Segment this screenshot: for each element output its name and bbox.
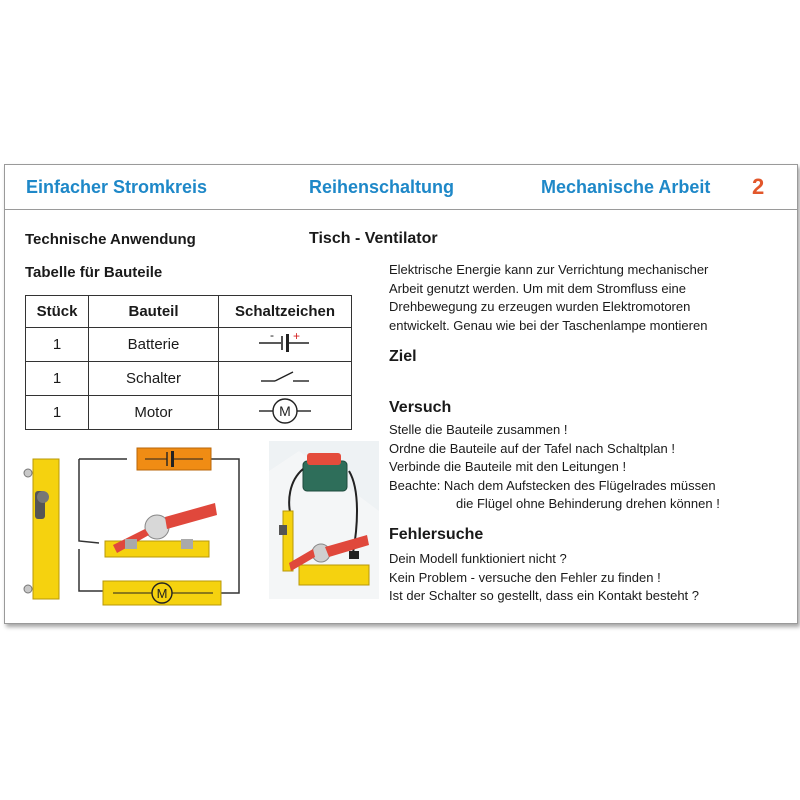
fehlersuche-line: Dein Modell funktioniert nicht ? [389, 551, 567, 566]
circuit-board-photo [17, 441, 255, 611]
table-title: Tabelle für Bauteile [25, 264, 163, 281]
fehlersuche-line: Ist der Schalter so gestellt, dass ein Kontakt besteht ? [389, 588, 700, 603]
battery-plus-sign: + [293, 329, 301, 343]
switch-symbol-icon [219, 362, 351, 391]
cell-part: Schalter [89, 362, 219, 396]
table-header-row [26, 296, 352, 328]
fehlersuche-heading: Fehlersuche [389, 526, 484, 543]
cell-count: 1 [26, 362, 89, 396]
fan-setup-photo [269, 441, 379, 599]
cell-count: 1 [26, 396, 89, 430]
motor-symbol-letter: M [279, 403, 291, 419]
header-bar [5, 165, 797, 210]
cell-symbol [219, 396, 352, 430]
intro-line: Elektrische Energie kann zur Verrichtung mechanischer [389, 262, 709, 277]
intro-line: entwickelt. Genau wie bei der Taschenlampe montieren [389, 317, 708, 333]
worksheet-number: 2 [752, 174, 765, 199]
ziel-heading: Ziel [389, 348, 417, 365]
table-row [26, 362, 352, 396]
column-header-symbol: Schaltzeichen [219, 296, 352, 328]
versuch-heading: Versuch [389, 399, 452, 416]
table-row [26, 396, 352, 430]
intro-paragraph [389, 261, 708, 335]
versuch-line: Ordne die Bauteile auf der Tafel nach Schaltplan ! [389, 440, 675, 456]
fehlersuche-line: Kein Problem - versuche den Fehler zu finden ! [389, 569, 661, 585]
versuch-list [389, 421, 720, 514]
header-title-center: Reihenschaltung [309, 177, 455, 197]
versuch-line: Verbinde die Bauteile mit den Leitungen ! [389, 459, 627, 474]
cell-part: Batterie [89, 328, 219, 362]
fehlersuche-list [389, 550, 699, 606]
header-title-left: Einfacher Stromkreis [26, 177, 208, 197]
motor-symbol-icon [219, 396, 351, 425]
header-title-right: Mechanische Arbeit [541, 177, 711, 197]
table-row [26, 328, 352, 362]
cell-count: 1 [26, 328, 89, 362]
section-technische-anwendung: Technische Anwendung [25, 231, 196, 248]
application-title: Tisch - Ventilator [309, 230, 438, 247]
cell-symbol [219, 328, 352, 362]
worksheet-card [4, 164, 798, 624]
intro-line: Arbeit genutzt werden. Um mit dem Stromfluss eine [389, 280, 686, 296]
battery-minus-sign: - [270, 328, 274, 342]
versuch-line: Stelle die Bauteile zusammen ! [389, 422, 568, 437]
column-header-part: Bauteil [89, 296, 219, 328]
cell-part: Motor [89, 396, 219, 430]
versuch-line: die Flügel ohne Behinderung drehen können ! [456, 496, 720, 511]
intro-line: Drehbewegung zu erzeugen wurden Elektromotoren [389, 299, 691, 314]
motor-module-letter: M [156, 586, 168, 601]
battery-symbol-icon [219, 328, 351, 357]
versuch-line: Beachte: Nach dem Aufstecken des Flügelrades müssen [389, 477, 716, 493]
column-header-count: Stück [26, 296, 89, 328]
parts-table [25, 295, 352, 430]
cell-symbol [219, 362, 352, 396]
